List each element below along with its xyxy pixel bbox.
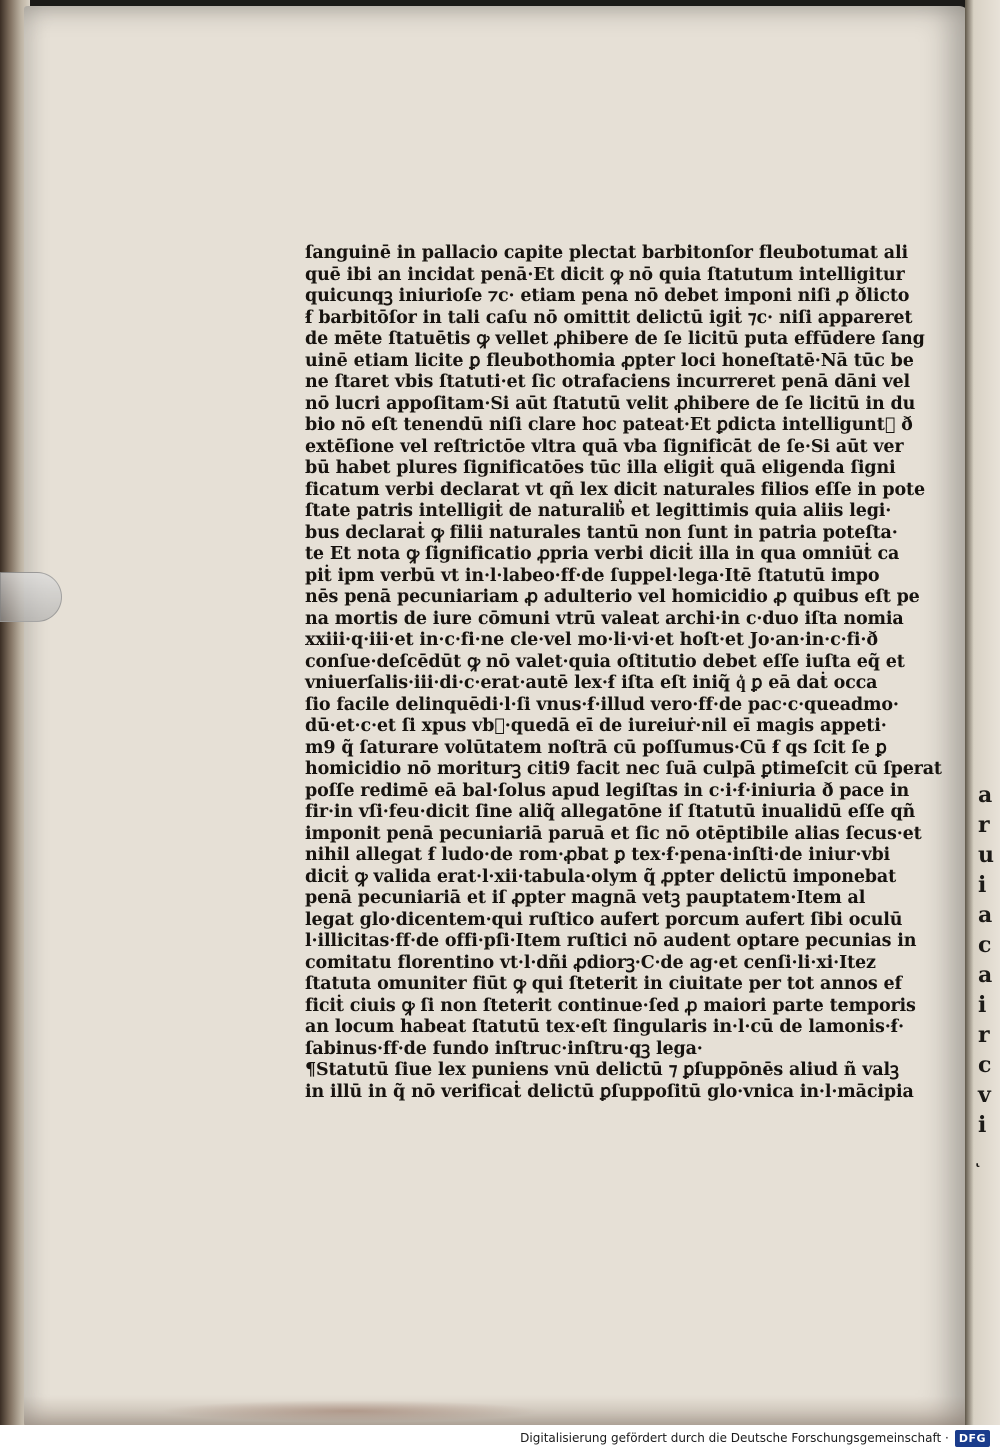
text-line: vniuerſalis·iii·di·c·erat·autē lex·ẜ iſta eſt iniq̃ q͛ ꝑ eā daṫ occa	[305, 673, 878, 693]
adjacent-page-glyph: r	[978, 812, 990, 838]
text-line: ſanguinē in pallacio capite plectat barbitonſor fleubotumat ali	[305, 243, 908, 263]
text-line: ſtatuta omuniter fiūt ꝙ qui ſteterit in ciuitate per tot annos ef	[305, 974, 902, 994]
text-line: dū·et·c·et ſi xpus vbᷣ·quedā eī de iureiuṙ·nil eī magis appeti·	[305, 716, 887, 736]
text-line: an locum habeat ſtatutū tex·eſt ſingularis in·l·cū de lamonis·ẜ·	[305, 1017, 904, 1037]
text-line: m9 q̃ ſaturare volūtatem noſtrā cū poſſumus·Cū ẜ qs ſcit ſe ꝑ	[305, 737, 887, 758]
page-holder-clip	[0, 572, 62, 622]
text-line: penā pecuniariā et iſ ꝓpter magnā vetꝫ pauptatem·Item al	[305, 888, 866, 908]
dfg-logo[interactable]: DFG	[955, 1430, 990, 1447]
text-line: extēſione vel reſtrictōe vltra quā vba ſignificāt de ſe·Si aūt ver	[305, 436, 904, 457]
text-line: uinē etiam licite ꝑ fleubothomia ꝓpter loci honeſtatē·Nā tūc be	[305, 350, 914, 371]
text-line: poſſe redimē eā bal·ſolus apud legiſtas in c·i·ẜ·iniuria ð pace in	[305, 780, 910, 801]
text-line: quicunqꝫ iniurioſe ⁊c· etiam pena nō debet imponi niſi ꝓ ðlicto	[305, 286, 910, 306]
text-line: ne ſtaret vbis ſtatuti·et ſic otrafaciens incurreret penā dāni vel	[305, 372, 911, 392]
adjacent-page-glyph: a	[978, 962, 993, 988]
text-line: diciṫ ꝙ valida erat·l·xii·tabula·olym q̃ ꝓpter delictū imponebat	[305, 866, 897, 887]
text-line: l·illicitas·ff·de offi·pſi·Item ruſtici nō audent optare pecunias in	[305, 931, 917, 951]
text-line: nēs penā pecuniariam ꝓ adulterio vel homicidio ꝓ quibus eſt pe	[305, 587, 920, 607]
text-line: ẜ barbitōſor in tali caſu nō omittit delictū igiṫ ⁊c· niſi appareret	[305, 307, 913, 328]
adjacent-page-text-fragment	[978, 780, 1000, 1170]
footer-funding-text: Digitalisierung gefördert durch die Deutsche Forschungsgemeinschaft ·	[520, 1431, 949, 1445]
text-line: bio nō eſt tenendū niſi clare hoc pateat·Et ꝑdicta intelliguntᷣ ð	[305, 415, 913, 435]
adjacent-page-glyph: a	[978, 902, 993, 928]
adjacent-page-glyph	[978, 1140, 1000, 1170]
text-line: bus declaraṫ ꝙ filii naturales tantū non ſunt in patria poteſta·	[305, 522, 898, 543]
adjacent-page-glyph: i	[978, 1112, 987, 1138]
adjacent-page-glyph: c	[978, 1052, 992, 1078]
adjacent-page-glyph: r	[978, 1022, 990, 1048]
text-line: nihil allegat ẜ ludo·de rom·ꝓbat ꝑ tex·ẜ·pena·inſti·de iniur·vbi	[305, 845, 891, 865]
text-line: ¶Statutū ſiue lex puniens vnū delictū ⁊ ꝑſuppōnēs aliud ñ valꝫ	[305, 1060, 899, 1080]
text-line: fir·in vſi·feu·dicit ſine aliq̃ allegatōne iſ ſtatutū inualidū eſſe qñ	[305, 802, 916, 822]
adjacent-page-glyph: c	[978, 932, 992, 958]
adjacent-page-glyph: i	[978, 872, 987, 898]
adjacent-page-glyph: v	[978, 1082, 991, 1108]
text-line: piṫ ipm verbū vt in·l·labeo·ff·de ſuppel·lega·Itē ſtatutū impo	[305, 565, 880, 586]
text-line: te Et nota ꝙ ſignificatio ꝓpria verbi diciṫ illa in qua omniūṫ ca	[305, 544, 900, 564]
text-line: in illū in q̃ nō verificaṫ delictū ꝑſuppoſitū glo·vnica in·l·mācipia	[305, 1081, 914, 1102]
adjacent-page-glyph: a	[978, 782, 993, 808]
text-line: ſabinus·ff·de fundo inſtruc·inſtru·qꝫ lega·	[305, 1038, 703, 1059]
text-line: imponit penā pecuniariā paruā et ſic nō otēptibile alias ſecus·et	[305, 823, 922, 844]
text-line: comitatu florentino vt·l·dñi ꝓdiorꝫ·C·de ag·et cenſi·li·xi·Itez	[305, 952, 876, 973]
text-line: homicidio nō moriturꝫ citi9 facit nec ſuā culpā ꝑtimeſcit cū ſperat	[305, 759, 942, 779]
text-line: bū habet plures ſignificatōes tūc illa eligiṫ quā eligenda ſigni	[305, 458, 896, 478]
text-line: ficiṫ ciuis ꝙ ſi non ſteterit continue·ſed ꝓ maiori parte temporis	[305, 995, 916, 1016]
text-line: de mēte ſtatuētis ꝙ vellet ꝓhibere de ſe licitū puta effūdere ſang	[305, 329, 925, 349]
footer-bar	[0, 1425, 1000, 1451]
text-line: quē ibi an incidat penā·Et dicit ꝙ nō quia ſtatutum intelligitur	[305, 264, 905, 285]
text-line: legat glo·dicentem·qui ruſtico aufert porcum aufert ſibi oculū	[305, 909, 903, 930]
adjacent-page-glyph: u	[978, 842, 994, 868]
text-line: conſue·deſcēdūt ꝙ nō valet·quia oſtitutio debet eſſe iuſta eq̃ et	[305, 651, 905, 672]
text-line: nō lucri appoſitam·Si aūt ſtatutū velit ꝓhibere de ſe licitū in du	[305, 393, 916, 414]
printed-text-block	[305, 243, 942, 1103]
paper-stain	[160, 1400, 540, 1422]
text-line: xxiii·q·iii·et in·c·fi·ne cle·vel mo·li·vi·et hoſt·et Jo·an·in·c·fi·ð	[305, 630, 878, 650]
text-line: na mortis de iure cōmuni vtrū valeat archi·in c·duo iſta nomia	[305, 608, 904, 629]
adjacent-page-glyph: i	[978, 992, 987, 1018]
text-line: ſtate patris intelligiṫ de naturalib͛ et legittimis quia aliis legi·	[305, 501, 892, 521]
adjacent-page-edge	[965, 0, 1000, 1425]
text-line: ſio facile delinquēdi·l·ſi vnus·ẜ·illud vero·ff·de pac·c·queadmo·	[305, 694, 899, 715]
text-line: ficatum verbi declarat vt qñ lex dicit naturales filios eſſe in pote	[305, 479, 925, 500]
